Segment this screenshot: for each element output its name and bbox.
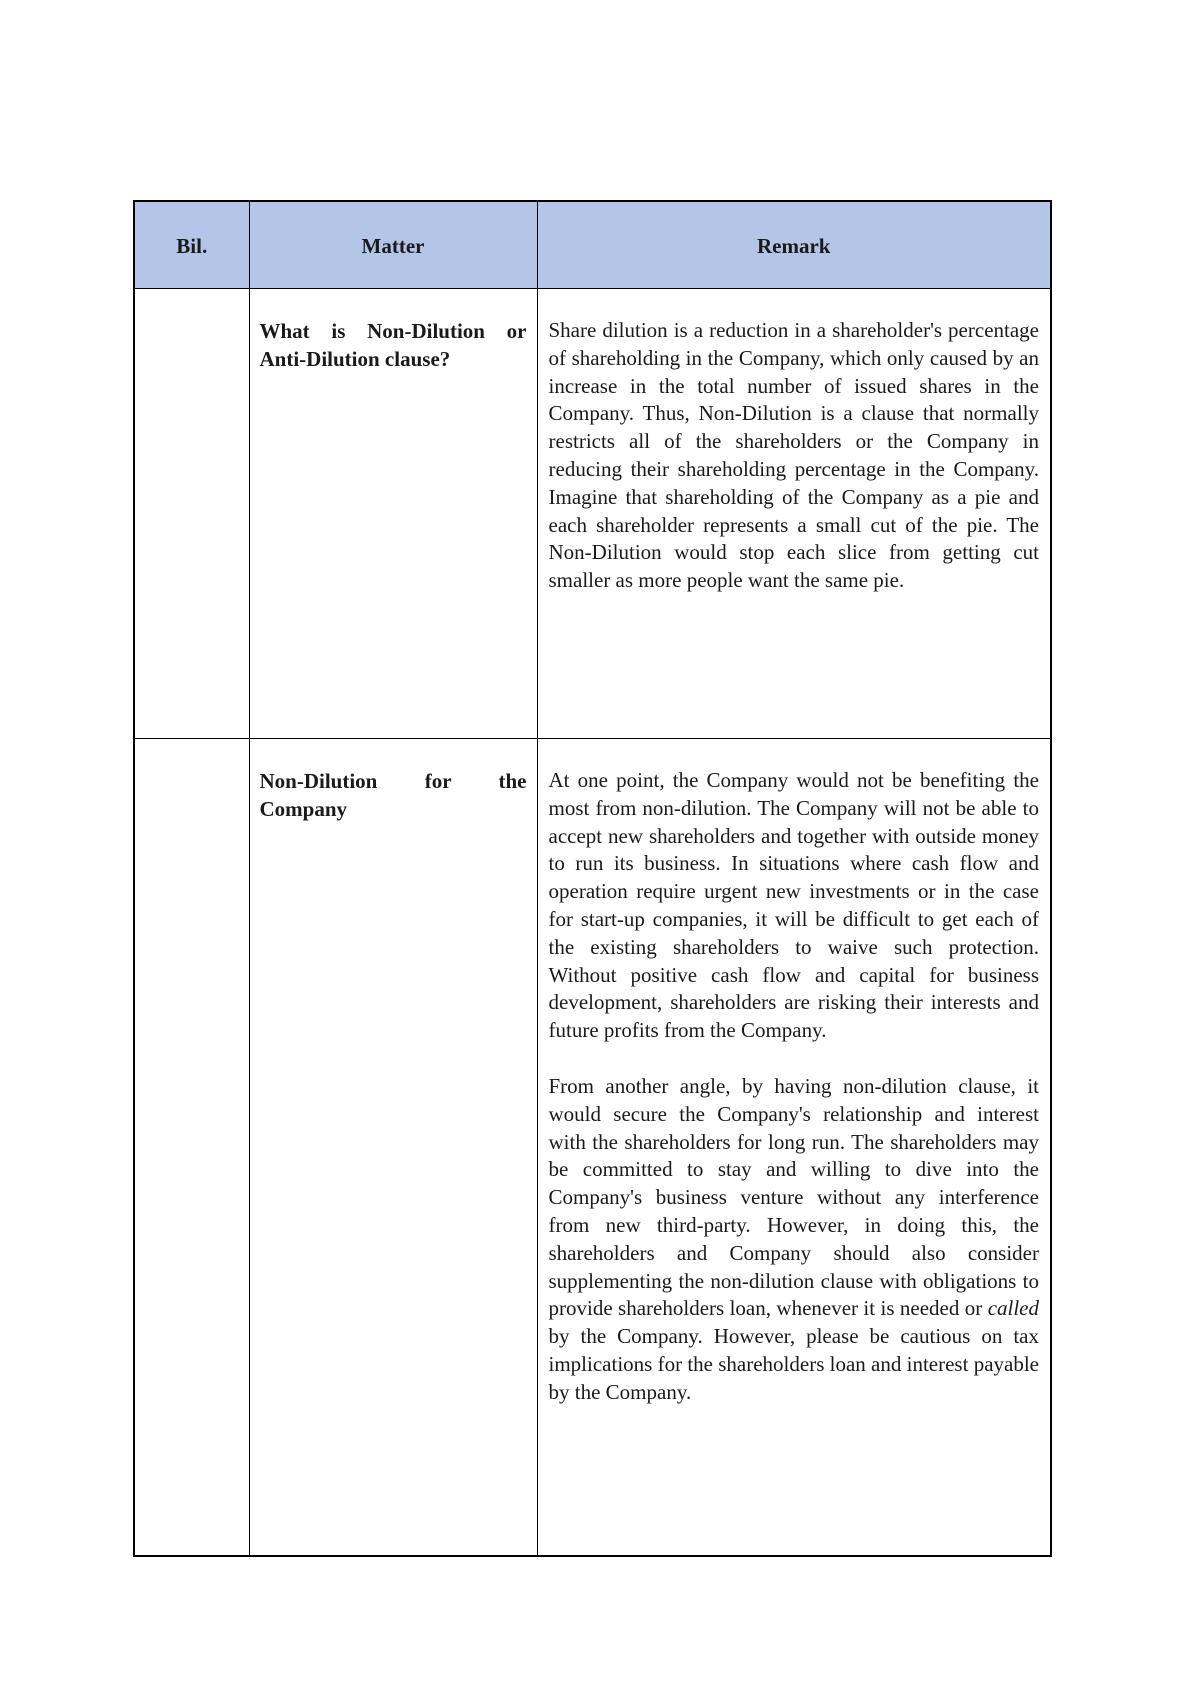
remark-text: From another angle, by having non-dilution clause, it would secure the Company's relationship and interest with the shareholders for long run. The shareholders may be committed to stay and willing to dive into the Company's business venture without any interference from new third-party. However, in doing this, the shareholders and Company should also consider supplementing the non-dilution clause with obligations to provide shareholders loan, whenever it is needed or bbox=[548, 1073, 1039, 1321]
remark-paragraph: At one point, the Company would not be benefiting the most from non-dilution. The Company will not be able to accept new shareholders and together with outside money to run its business. In situations where cash flow and operation require urgent new investments or in the case for start-up companies, it will be difficult to get each of the existing shareholders to waive such protection. Without positive cash flow and capital for business development, shareholders are risking their interests and future profits from the Company. bbox=[548, 768, 1039, 1043]
matter-cell: What is Non-Dilution or Anti-Dilution clause? bbox=[249, 289, 537, 739]
remark-paragraph: Share dilution is a reduction in a shareholder's percentage of shareholding in the Company, which only caused by an increase in the total number of issued shares in the Company. Thus, Non-Dilution is a clause that normally restricts all of the shareholders or the Company in reducing their shareholding percentage in the Company. Imagine that shareholding of the Company as a pie and each shareholder represents a small cut of the pie. The Non-Dilution would stop each slice from getting cut smaller as more people want the same pie. bbox=[548, 318, 1039, 593]
remark-italic-text: called bbox=[987, 1296, 1039, 1321]
matter-cell: Non-Dilution for the Company bbox=[249, 739, 537, 1556]
advice-table bbox=[133, 200, 1052, 1557]
bil-cell bbox=[134, 289, 249, 739]
remark-paragraph bbox=[549, 1073, 1040, 1407]
table-row bbox=[134, 289, 1051, 739]
table-row bbox=[134, 739, 1051, 1556]
header-remark: Remark bbox=[537, 201, 1051, 289]
remark-cell bbox=[537, 739, 1051, 1556]
remark-text: by the Company. However, please be cautious on tax implications for the shareholders loan and interest payable by the Company. bbox=[548, 1324, 1039, 1404]
table-header-row bbox=[134, 201, 1051, 289]
header-matter: Matter bbox=[249, 201, 537, 289]
remark-cell bbox=[537, 289, 1051, 739]
bil-cell bbox=[134, 739, 249, 1556]
header-bil: Bil. bbox=[134, 201, 249, 289]
